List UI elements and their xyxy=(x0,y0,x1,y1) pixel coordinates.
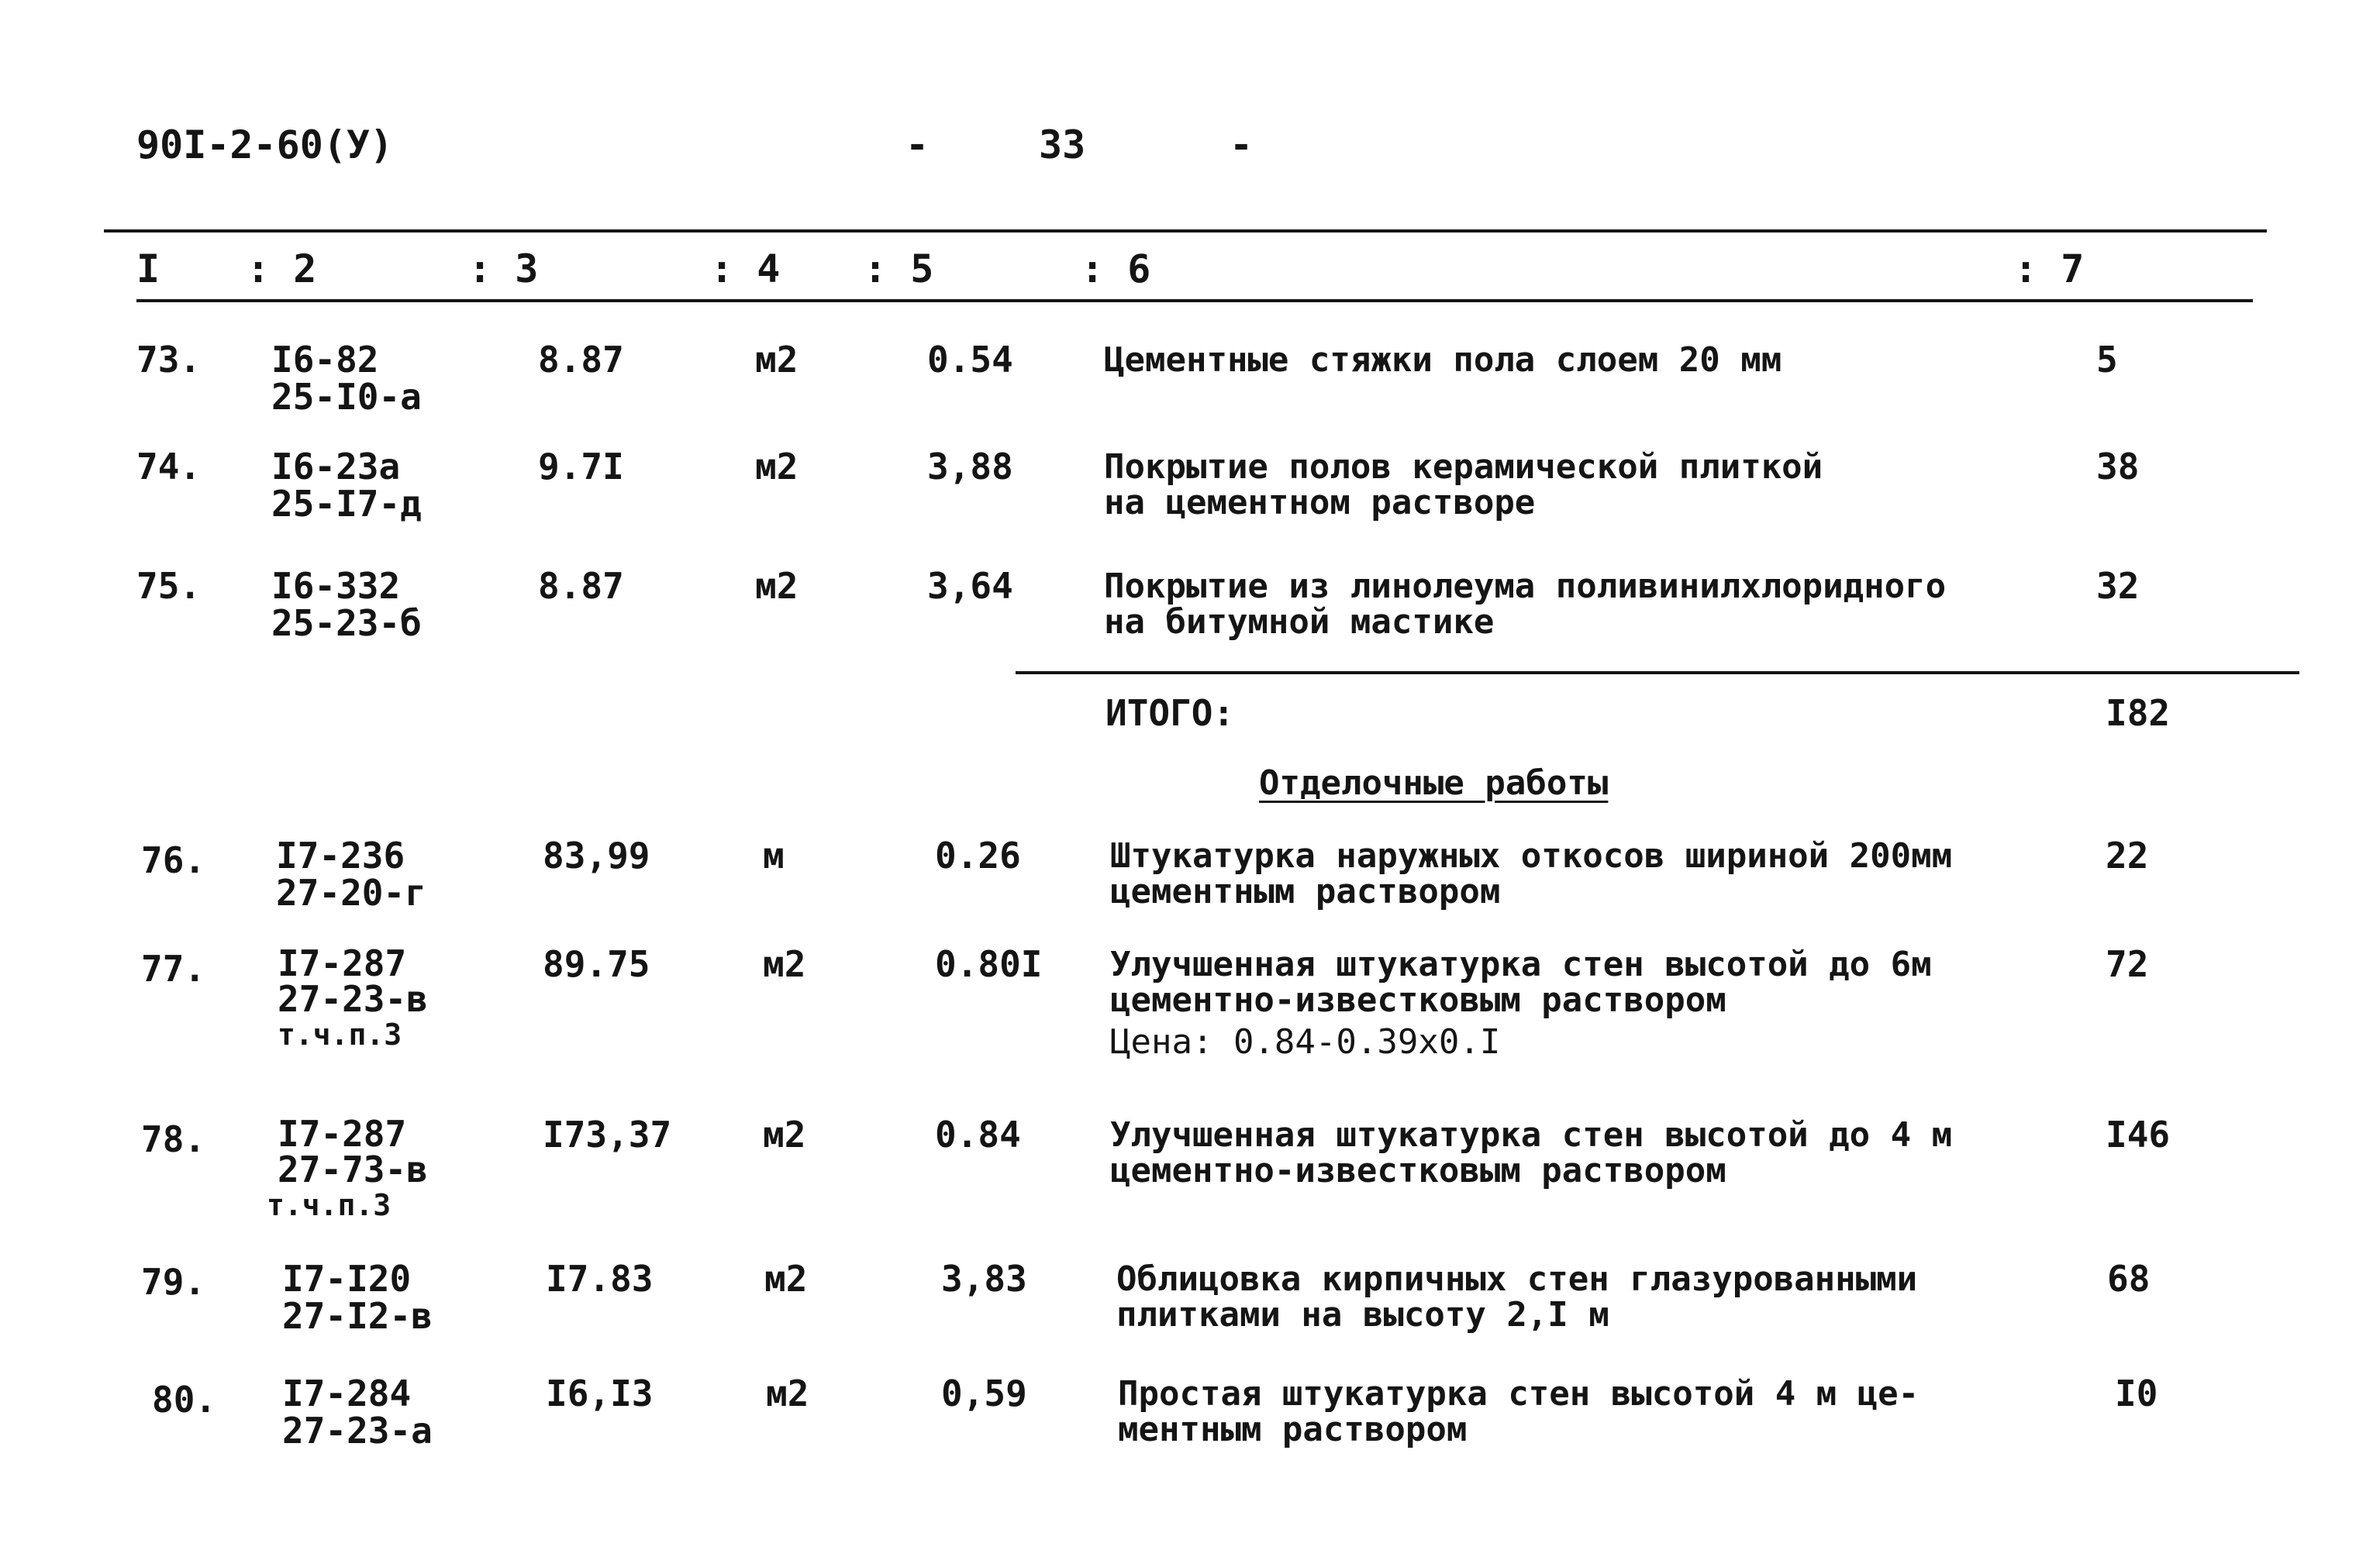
norm-code-line: 25-I7-д xyxy=(271,483,422,525)
description-line: цементно-известковым раствором xyxy=(1110,980,1726,1020)
quantity: 83,99 xyxy=(543,835,650,877)
description-line: Улучшенная штукатурка стен высотой до 6м xyxy=(1110,945,1932,984)
norm-code xyxy=(282,1373,433,1452)
quantity: 8.87 xyxy=(538,565,624,607)
unit: м2 xyxy=(763,1114,806,1156)
norm-code xyxy=(271,446,422,525)
work-description xyxy=(1116,1259,1918,1335)
norm-code-line: 25-I0-а xyxy=(271,376,422,418)
description-line: на битумной мастике xyxy=(1104,602,1495,642)
row-total: 32 xyxy=(2096,565,2140,607)
column-header-3: : 3 xyxy=(468,246,539,291)
unit: м2 xyxy=(764,1258,808,1300)
unit-price: 0.84 xyxy=(935,1114,1021,1156)
work-description xyxy=(1104,447,1823,522)
unit: м2 xyxy=(766,1373,809,1414)
row-number: 74. xyxy=(136,446,202,487)
unit-price: 0,59 xyxy=(941,1373,1027,1414)
row-number: 76. xyxy=(141,839,206,881)
description-line: Покрытие полов керамической плиткой xyxy=(1104,447,1823,487)
description-line: на цементном растворе xyxy=(1104,483,1536,522)
quantity: 89.75 xyxy=(543,943,650,985)
row-total: I46 xyxy=(2106,1114,2171,1156)
norm-code-line: I7-I20 xyxy=(282,1258,412,1300)
quantity: 9.7I xyxy=(538,446,624,487)
column-header-1: I xyxy=(136,246,160,291)
description-line: Улучшенная штукатурка стен высотой до 4 м xyxy=(1110,1115,1953,1155)
unit: м2 xyxy=(763,943,806,985)
norm-code-line: I6-23а xyxy=(271,446,401,487)
norm-code-line: I7-284 xyxy=(282,1373,412,1414)
row-number: 75. xyxy=(136,565,202,607)
row-total: 68 xyxy=(2107,1258,2151,1300)
description-line: Простая штукатурка стен высотой 4 м це- xyxy=(1118,1374,1920,1414)
norm-code-line: 25-23-б xyxy=(271,602,422,644)
row-total: I0 xyxy=(2115,1373,2158,1414)
norm-code xyxy=(278,942,428,1052)
norm-code-line: I7-236 xyxy=(276,835,405,877)
norm-code-line: I6-332 xyxy=(271,565,401,607)
norm-code-line: т.ч.п.3 xyxy=(267,1188,391,1222)
work-description xyxy=(1104,569,1946,640)
column-header-6: : 6 xyxy=(1081,246,1151,291)
norm-code-line: I6-82 xyxy=(271,339,379,381)
quantity: I6,I3 xyxy=(546,1373,654,1414)
quantity: 8.87 xyxy=(538,339,624,381)
unit-price: 3,88 xyxy=(927,446,1013,487)
row-number: 79. xyxy=(141,1261,206,1303)
work-description xyxy=(1104,340,1782,380)
row-total: 5 xyxy=(2096,339,2118,381)
description-line: ментным раствором xyxy=(1118,1410,1468,1449)
norm-code-line: I7-287 xyxy=(278,942,407,984)
description-line: Штукатурка наружных откосов шириной 200мм xyxy=(1110,836,1953,876)
row-number: 80. xyxy=(152,1379,217,1421)
section-title: Отделочные работы xyxy=(1259,763,1609,803)
description-line: Цементные стяжки пола слоем 20 мм xyxy=(1104,340,1782,380)
description-line: цементным раствором xyxy=(1110,872,1501,911)
norm-code xyxy=(276,835,426,914)
work-description xyxy=(1110,836,1953,911)
norm-code-line: 27-23-а xyxy=(282,1410,433,1452)
column-header-4: : 4 xyxy=(710,246,781,291)
subtotal-rule xyxy=(1016,671,2299,674)
column-header-2: : 2 xyxy=(247,246,317,291)
norm-code-line: 27-23-в xyxy=(278,978,428,1020)
work-description xyxy=(1110,947,1932,1060)
unit-price: 0.80I xyxy=(935,943,1043,985)
quantity: I7.83 xyxy=(546,1258,654,1300)
norm-code-line: т.ч.п.3 xyxy=(278,1018,402,1052)
quantity: I73,37 xyxy=(543,1114,672,1156)
norm-code-line: 27-73-в xyxy=(278,1149,428,1190)
row-total: 22 xyxy=(2106,835,2149,877)
unit-price: 3,64 xyxy=(927,565,1013,607)
subtotal-label: ИТОГО: xyxy=(1105,692,1235,734)
unit-price: 0.54 xyxy=(927,339,1013,381)
norm-code xyxy=(282,1260,433,1335)
price-note: Цена: 0.84-0.39х0.I xyxy=(1110,1022,1501,1062)
row-total: 38 xyxy=(2096,446,2140,487)
row-number: 78. xyxy=(141,1118,206,1160)
column-header-7: : 7 xyxy=(2014,246,2085,291)
header-bottom-rule xyxy=(136,299,2253,302)
unit: м2 xyxy=(755,565,799,607)
unit: м2 xyxy=(755,339,799,381)
norm-code-line: 27-20-г xyxy=(276,872,426,914)
norm-code xyxy=(271,339,422,418)
page-dash-right: - xyxy=(1230,122,1254,167)
document-code: 90I-2-60(У) xyxy=(136,122,394,167)
unit-price: 3,83 xyxy=(941,1258,1027,1300)
work-description xyxy=(1110,1115,1953,1190)
row-total: 72 xyxy=(2106,943,2149,985)
norm-code xyxy=(271,567,422,642)
row-number: 73. xyxy=(136,339,202,381)
unit: м xyxy=(763,835,785,877)
description-line: Покрытие из линолеума поливинилхлоридного xyxy=(1104,567,1947,606)
subtotal-value: I82 xyxy=(2106,692,2171,734)
norm-code-line: I7-287 xyxy=(278,1113,407,1155)
norm-code xyxy=(267,1113,428,1223)
description-line: цементно-известковым раствором xyxy=(1110,1151,1726,1190)
column-header-5: : 5 xyxy=(864,246,934,291)
unit-price: 0.26 xyxy=(935,835,1021,877)
header-top-rule xyxy=(104,229,2267,233)
unit: м2 xyxy=(755,446,799,487)
norm-code-line: 27-I2-в xyxy=(282,1295,433,1337)
row-number: 77. xyxy=(141,948,206,990)
page-number: 33 xyxy=(1039,122,1086,167)
description-line: Облицовка кирпичных стен глазурованными xyxy=(1116,1259,1918,1299)
description-line: плитками на высоту 2,I м xyxy=(1116,1295,1609,1335)
page-dash-left: - xyxy=(905,122,930,167)
work-description xyxy=(1118,1376,1919,1448)
